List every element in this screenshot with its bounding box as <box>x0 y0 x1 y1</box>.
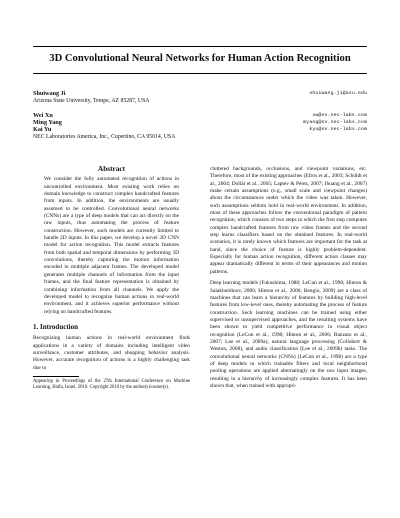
author-block-2 <box>33 112 367 141</box>
right-column <box>210 166 367 390</box>
body-paragraph: cluttered backgrounds, occlusions, and viewpoint variations, etc. Therefore, most of the existing approaches (Efros et al., 2003; Schüldt et al., 2004; Dollár et al., 2005; Laptev & Pérez, 2007; Jhuang et al., 2007) make certain assumptions (e.g., small scale and viewpoint changes) about the circumstances under which the video was taken. However, such assumptions seldom hold in real-world environment. In addition, most of these approaches follow the conventional paradigm of pattern recognition, which consists of two steps in which the first step computes complex handcrafted features from raw video frames and the second step learns classifiers based on the obtained features. In real-world scenarios, it is rarely known which features are important for the task at hand, since the choice of feature is highly problem-dependent. Especially for human action recognition, different action classes may appear dramatically different in terms of their appearances and motion patterns. <box>210 166 367 275</box>
section-heading-introduction: 1. Introduction <box>33 322 78 331</box>
body-paragraph: Deep learning models (Fukushima, 1980; LeCun et al., 1998; Hinton & Salakhutdinov, 2006; Hinton et al., 2006; Bengio, 2009) are a class of machines that can learn a hierarchy of features by building high-level features from low-level ones, thereby automating the process of feature construction. Such learning machines can be trained using either supervised or unsupervised approaches, and the resulting systems have been shown to yield competitive performance in visual object recognition (LeCun et al., 1998; Hinton et al., 2006; Ranzato et al., 2007; Lee et al., 2009a), natural language processing (Collobert & Weston, 2008), and audio classification (Lee et al., 2009b) tasks. The convolutional neural networks (CNNs) (LeCun et al., 1998) are a type of deep models in which trainable filters and local neighborhood pooling operations are applied alternatingly on the raw input images, resulting in a hierarchy of increasingly complex features. It has been shown that, when trained with appropri- <box>210 280 367 389</box>
abstract-text: We consider the fully automated recognition of actions in uncontrolled environment. Most existing work relies on domain knowledge to construct complex handcrafted features from inputs. In addition, the environments are usually assumed to be controlled. Convolutional neural networks (CNNs) are a type of deep models that can act directly on the raw inputs, thus automating the process of feature construction. However, such models are currently limited to handle 2D inputs. In this paper, we develop a novel 3D CNN model for action recognition. This model extracts features from both spatial and temporal dimensions by performing 3D convolutions, thereby capturing the motion information encoded in multiple adjacent frames. The developed model generates multiple channels of information from the input frames, and the final feature representation is obtained by combining information from all channels. We apply the developed model to recognize human actions in real-world environment, and it achieves superior performance without relying on handcrafted features. <box>44 176 179 315</box>
introduction-paragraph: Recognizing human actions in real-world environment finds applications in a variety of domains including intelligent video surveillance, customer attributes, and shopping behavior analysis. However, accurate recognition of actions is a highly challenging task due to <box>33 335 190 371</box>
author-name: Kai Yu <box>33 126 52 134</box>
footnote: Appearing in Proceedings of the 27th International Conference on Machine Learning, Haifa, Israel, 2010. Copyright 2010 by the author(s)/owner(s). <box>33 378 190 390</box>
paper-title: 3D Convolutional Neural Networks for Human Action Recognition <box>49 53 351 64</box>
author-name: Shuiwang Ji <box>33 90 66 97</box>
title-bottom-rule <box>33 73 367 74</box>
footnote-rule <box>33 376 79 377</box>
author-name: Ming Yang <box>33 119 62 127</box>
affiliation: Arizona State University, Tempe, AZ 85287, USA <box>33 98 150 105</box>
author-email: myang@sv.nec-labs.com <box>303 120 367 126</box>
abstract-heading: Abstract <box>97 164 126 173</box>
left-column <box>33 165 190 391</box>
author-email: kyu@sv.nec-labs.com <box>309 127 367 133</box>
author-name: Wei Xu <box>33 112 53 119</box>
author-email: xw@sv.nec-labs.com <box>312 113 367 118</box>
affiliation: NEC Laboratories America, Inc., Cupertino, CA 95014, USA <box>33 133 176 140</box>
author-email: shuiwang.ji@asu.edu <box>309 91 367 96</box>
author-block-1 <box>33 90 367 105</box>
title-top-rule <box>33 46 367 47</box>
